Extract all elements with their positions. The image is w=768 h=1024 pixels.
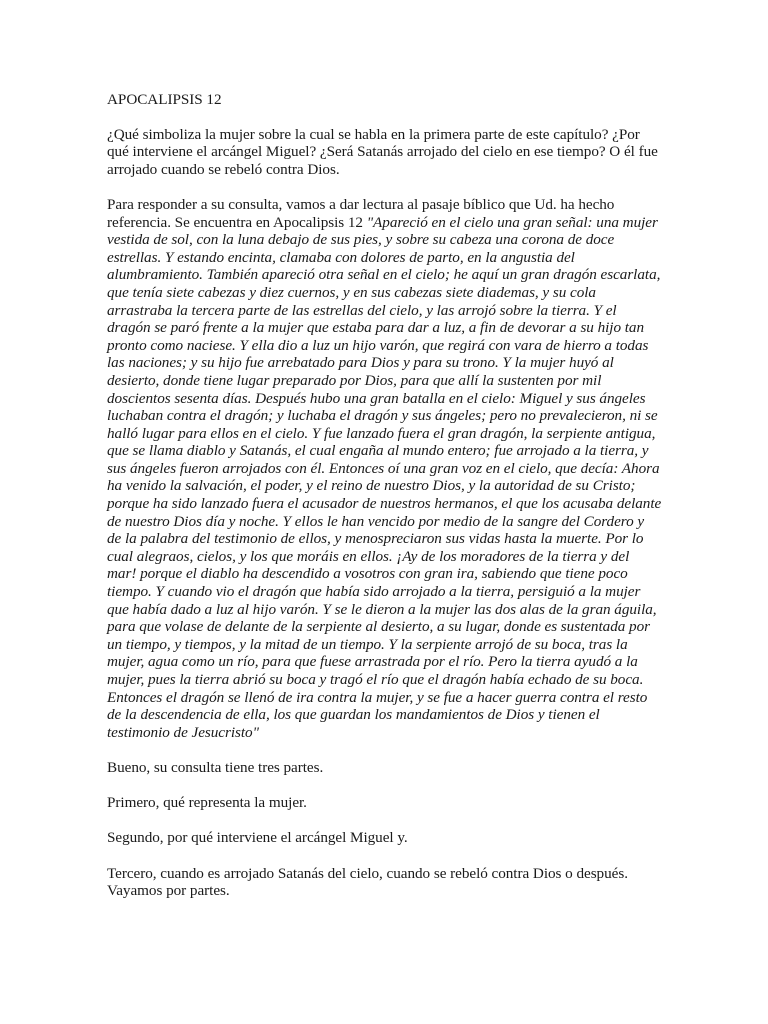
answer-paragraph (107, 196, 662, 741)
question-paragraph: ¿Qué simboliza la mujer sobre la cual se habla en la primera parte de este capítulo? ¿Por qué interviene el arcángel Miguel? ¿Será Satanás arrojado del cielo en ese tiempo? O él fue arrojado cuando se rebeló contra Dios. (107, 125, 658, 178)
parts-summary-paragraph: Bueno, su consulta tiene tres partes. (107, 758, 324, 776)
document-page (107, 91, 662, 917)
second-part-paragraph: Segundo, por qué interviene el arcángel Miguel y. (107, 829, 408, 847)
bible-quote: "Apareció en el cielo una gran señal: una mujer vestida de sol, con la luna debajo de sus pies, y sobre su cabeza una corona de doce estrellas. Y estando encinta, clamaba con dolores de parto, en la angustia del alumbramiento. También apareció otra señal en el cielo; he aquí un gran dragón escarlata, que tenía siete cabezas y diez cuernos, y en sus cabezas siete diademas, y su cola arrastraba la tercera parte de las estrellas del cielo, y las arrojó sobre la tierra. Y el dragón se paró frente a la mujer que estaba para dar a luz, a fin de devorar a su hijo tan pronto como naciese. Y ella dio a luz un hijo varón, que regirá con vara de hierro a todas las naciones; y su hijo fue arrebatado para Dios y para su trono. Y la mujer huyó al desierto, donde tiene lugar preparado por Dios, para que allí la sustenten por mil doscientos sesenta días. Después hubo una gran batalla en el cielo: Miguel y sus ángeles luchaban contra el dragón; y luchaba el dragón y sus ángeles; pero no prevalecieron, ni se halló lugar para ellos en el cielo. Y fue lanzado fuera el gran dragón, la serpiente antigua, que se llama diablo y Satanás, el cual engaña al mundo entero; fue arrojado a la tierra, y sus ángeles fueron arrojados con él. Entonces oí una gran voz en el cielo, que decía: Ahora ha venido la salvación, el poder, y el reino de nuestro Dios, y la autoridad de su Cristo; porque ha sido lanzado fuera el acusador de nuestros hermanos, el que los acusaba delante de nuestro Dios día y noche. Y ellos le han vencido por medio de la sangre del Cordero y de la palabra del testimonio de ellos, y menospreciaron sus vidas hasta la muerte. Por lo cual alegraos, cielos, y los que moráis en ellos. ¡Ay de los moradores de la tierra y del mar! porque el diablo ha descendido a vosotros con gran ira, sabiendo que tiene poco tiempo. Y cuando vio el dragón que había sido arrojado a la tierra, persiguió a la mujer que había dado a luz al hijo varón. Y se le dieron a la mujer las dos alas de la gran águila, para que volase de delante de la serpiente al desierto, a su lugar, donde es sustentada por un tiempo, y tiempos, y la mitad de un tiempo. Y la serpiente arrojó de su boca, tras la mujer, agua como un río, para que fuese arrastrada por el río. Pero la tierra ayudó a la mujer, pues la tierra abrió su boca y tragó el río que el dragón había echado de su boca. Entonces el dragón se llenó de ira contra la mujer, y se fue a hacer guerra contra el resto de la descendencia de ella, los que guardan los mandamientos de Dios y tienen el testimonio de Jesucristo" (107, 213, 662, 741)
first-part-paragraph: Primero, qué representa la mujer. (107, 794, 307, 812)
third-part-paragraph: Tercero, cuando es arrojado Satanás del cielo, cuando se rebeló contra Dios o después. Vayamos por partes. (107, 864, 628, 900)
answer-intro: Para responder a su consulta, vamos a dar lectura al pasaje bíblico que Ud. ha hecho referencia. Se encuentra en Apocalipsis 12 (107, 195, 615, 231)
document-title: APOCALIPSIS 12 (107, 91, 222, 108)
